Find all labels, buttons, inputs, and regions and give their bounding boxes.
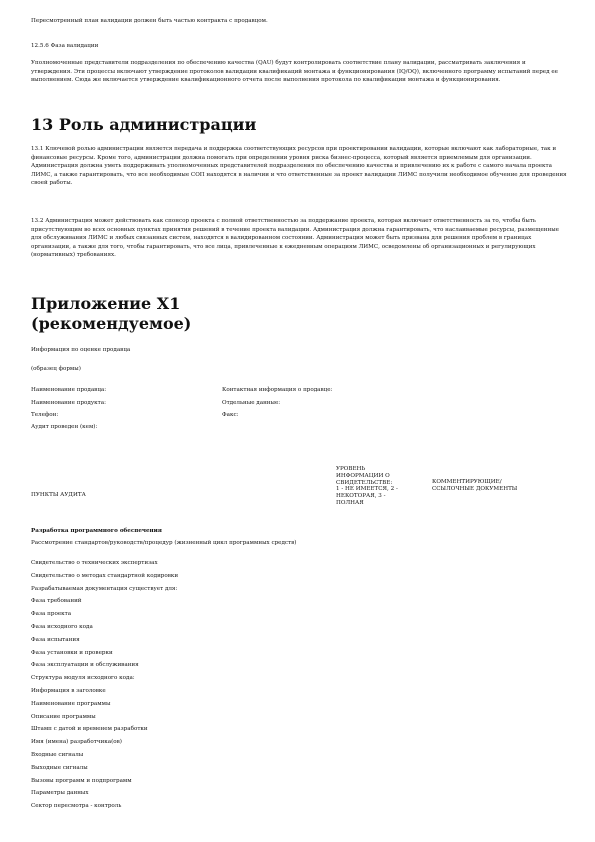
table-row: Свидетельство о технических экспертизах [31,560,158,566]
table-row: Наименование программы [31,700,111,707]
appendix-title-line-2: (рекомендуемое) [31,314,192,333]
audit-table-header [31,466,567,507]
field-vendor-contact: Контактная информация о продавце: [222,387,333,393]
table-row: Фаза требований [31,598,82,605]
table-row: Фаза испытания [31,636,80,643]
table-row: Фаза исходного кода [31,623,93,630]
section-12-5-6-text: Уполномоченные представители подразделения по обеспечению качества (QAU) будут контролировать соответствие плану валидации, рассматривать заключения и утверждения. Эти процессы включают утверждение протоколов валидации квалификаций монтажа и функционирования (IQ/OQ), включенного программу испытаний перед ее выполнением. Сюда же включается утверждение квалификационного отчета после выполнения протокола по квалификации монтажа и функционирования. [31,60,558,83]
table-row: Фаза проекта [31,611,72,618]
section-13-paragraph-1: 13.1 Ключевой ролью администрации является передача и поддержка соответствующих ресурсов при проектировании валидации, которые включают как лабораторные, так и финансовые ресурсы. Кроме того, администрации должна помогать при определении уровня риска бизнес-процесса, который является приемлемым для организации. Администрация должна уметь поддерживать уполномоченных представителей подразделения по обеспечению качества и привлечению их к работе с самого начала проекта ЛИМС, а также гарантировать, что все необходимые СОП находятся в наличии и что ответственные за проект валидации ЛИМС получили необходимое обучение для проведения своей работы. [31,146,567,186]
level-line-4: 1 - НЕ ИМЕЕТСЯ, 2 - [336,486,398,493]
field-vendor-name: Наименование продавца: [31,387,107,393]
table-row: Фаза эксплуатации и обслуживания [31,662,139,669]
field-phone: Телефон: [31,412,59,418]
comments-line-2: ССЫЛОЧНЫЕ ДОКУМЕНТЫ [432,485,518,492]
field-separate-data: Отдельные данные: [222,400,281,406]
level-line-5: НЕКОТОРАЯ, 3 - [336,493,386,500]
audit-col-points: ПУНКТЫ АУДИТА [31,491,86,498]
audit-col-level [336,466,432,507]
table-row: Фаза установки и проверки [31,649,113,656]
field-product-name: Наименование продукта: [31,400,106,406]
comments-line-1: КОММЕНТИРУЮЩИЕ/ [432,479,502,486]
table-row: Выходные сигналы [31,764,88,771]
section-12-5-6-heading: 12.5.6 Фаза валидации [31,43,99,49]
appendix-title-line-1: Приложение Х1 [31,294,181,313]
table-row: Вызовы программ и подпрограмм [31,777,132,784]
level-line-3: СВИДЕТЕЛЬСТВЕ: [336,479,393,486]
table-row: Имя (имена) разработчика(ов) [31,739,122,746]
section-13-paragraph-2: 13.2 Администрация может действовать как спонсор проекта с полной ответственностью за поддержание проекта, которая включает ответственность за то, чтобы быть присутствующим во всех основных пунктах принятия решений в течение проекта валидации. Администрация должна гарантировать, что наслаиваемые ресурсы, размещенные для обслуживания ЛИМС и любых связанных систем, находятся в валидированном состоянии. Администрация может быть призвана для решения проблем в границах организации, а также для того, чтобы гарантировать, что все лица, привлеченные к ежедневным операциям ЛИМС, осведомлены об организационных и регулирующих (нормативных) требованиях. [31,218,559,258]
field-audit-by: Аудит проведен (кем): [31,424,98,430]
level-line-1: УРОВЕНЬ [336,466,366,472]
audit-col-comments [432,466,567,507]
field-fax: Факс: [222,412,239,418]
table-row: Рассмотрение стандартов/руководств/процедур (жизненный цикл программных средств) [31,540,297,546]
table-row: Свидетельство о методах стандартной кодировки [31,572,179,579]
level-line-2: ИНФОРМАЦИИ О [336,472,390,479]
appendix-sample-note: (образец формы) [31,366,81,372]
table-row: Разрабатываемая документация существует для: [31,585,178,592]
table-row: Параметры данных [31,790,89,797]
table-row: Штамп с датой и временем разработки [31,726,148,733]
table-row: Входные сигналы [31,751,84,758]
audit-table-rows [31,528,351,816]
table-row: Информация в заголовке [31,687,106,694]
level-line-6: ПОЛНАЯ [336,499,364,506]
table-row: Структура модуля исходного кода: [31,675,135,682]
table-row: Описание программы [31,713,96,720]
appendix-subtitle: Информация по оценке продавца [31,347,131,353]
intro-line: Пересмотренный план валидации должен быть частью контракта с продавцом. [31,18,268,24]
table-row: Сектор пересмотра - контроль [31,803,122,810]
section-13-title: 13 Роль администрации [31,115,257,134]
audit-section-header: Разработка программного обеспечения [31,528,162,534]
